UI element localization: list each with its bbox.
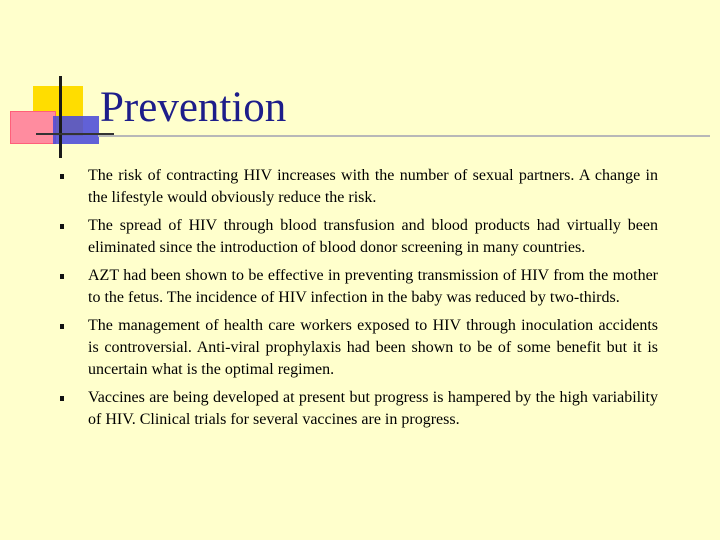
bullet-item (58, 165, 658, 209)
bullet-text: The management of health care workers exposed to HIV through inoculation accidents is controversial. Anti-viral prophylaxis had been shown to be of some benefit but it is uncertain what is the optimal regimen. (88, 317, 658, 378)
bullet-text: The risk of contracting HIV increases with the number of sexual partners. A change in the lifestyle would obviously reduce the risk. (88, 167, 658, 206)
bullet-text: Vaccines are being developed at present but progress is hampered by the high variability of HIV. Clinical trials for several vaccines are in progress. (88, 389, 658, 428)
bullet-item (58, 315, 658, 381)
bullet-marker-icon (60, 396, 64, 401)
slide-title: Prevention (100, 84, 287, 131)
title-underline (98, 135, 710, 137)
decorative-vertical-line (59, 76, 62, 158)
bullet-text: AZT had been shown to be effective in preventing transmission of HIV from the mother to the fetus. The incidence of HIV infection in the baby was reduced by two-thirds. (88, 267, 658, 306)
bullet-marker-icon (60, 324, 64, 329)
bullet-marker-icon (60, 224, 64, 229)
bullet-list (58, 165, 658, 437)
bullet-marker-icon (60, 274, 64, 279)
decorative-red-square (10, 111, 56, 144)
bullet-item (58, 215, 658, 259)
bullet-marker-icon (60, 174, 64, 179)
bullet-item (58, 265, 658, 309)
bullet-text: The spread of HIV through blood transfusion and blood products had virtually been eliminated since the introduction of blood donor screening in many countries. (88, 217, 658, 256)
bullet-item (58, 387, 658, 431)
